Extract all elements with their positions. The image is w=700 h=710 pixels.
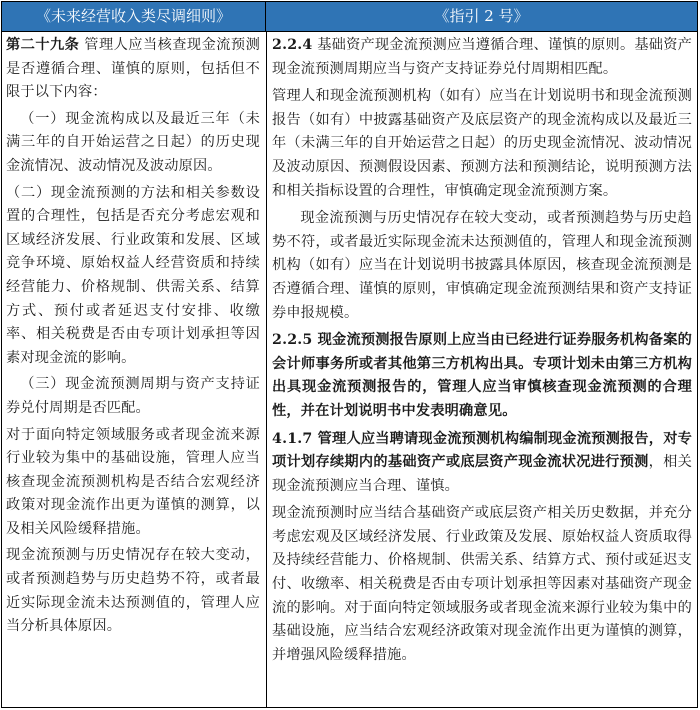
right-para-3: 现金流预测与历史情况存在较大变动，或者预测趋势与历史趋势不符，或者最近实际现金流未达预测值的，管理人和现金流预测机构（如有）应当在计划说明书披露具体原因，核查现金流预测是否遵循合理、谨慎的原则，审慎确定现金流预测结果和资产支持证券申报规模。: [272, 210, 692, 321]
left-item-1: （一）现金流构成以及最近三年（未满三年的自开始运营之日起）的历史现金流情况、波动情况及波动原因。: [6, 110, 260, 174]
clause-number: 2.2.4: [272, 37, 313, 53]
left-article-29: [6, 34, 260, 105]
column-divider: [266, 31, 267, 707]
right-para-2: 管理人和现金流预测机构（如有）应当在计划说明书和现金流预测报告（如有）中披露基础资产及底层资产的现金流构成以及最近三年（未满三年的自开始运营之日起）的历史现金流情况、波动情况及波动原因、预测假设因素、预测方法和预测结论，说明预测方法和相关指标设置的合理性，审慎确定现金流预测方案。: [272, 88, 692, 199]
left-item-3: （三）现金流预测周期与资产支持证券兑付周期是否匹配。: [6, 376, 260, 416]
article-number: 第二十九条: [6, 37, 80, 53]
clause-text: 基础资产现金流预测应当遵循合理、谨慎的原则。基础资产现金流预测周期应当与资产支持证券兑付周期相匹配。: [272, 37, 692, 77]
header-right: 《指引 2 号》: [266, 2, 697, 31]
header-left: 《未来经营收入类尽调细则》: [2, 2, 266, 31]
clause-bold-text: 4.1.7 管理人应当聘请现金流预测机构编制现金流预测报告，对专项计划存续期内的基础资产或底层资产现金流状况进行预测: [272, 430, 692, 471]
left-para-5: 现金流预测与历史情况存在较大变动，或者预测趋势与历史趋势不符，或者最近实际现金流未达预测值的，管理人应当分析具体原因。: [6, 547, 260, 635]
right-2-2-5: [272, 329, 692, 423]
left-item-2: （二）现金流预测的方法和相关参数设置的合理性，包括是否充分考虑宏观和区域经济发展、行业政策和发展、区域竞争环境、原始权益人经营资质和持续经营能力、价格规制、供需关系、结算方式、预付或者延迟支付安排、收缴率、相关税费是否由专项计划承担等因素对现金流的影响。: [6, 184, 260, 366]
header-divider: [2, 31, 697, 32]
right-para-6: 现金流预测时应当结合基础资产或底层资产相关历史数据，并充分考虑宏观及区域经济发展、行业政策及发展、原始权益人资质取得及持续经营能力、价格规制、供需关系、结算方式、预付或延迟支付、收缴率、相关税费是否由专项计划承担等因素对基础资产现金流的影响。对于面向特定领域服务或者现金流来源行业较为集中的基础设施，应当结合宏观经济政策对现金流作出更为谨慎的测算，并增强风险缓释措施。: [272, 505, 692, 663]
left-para-4: 对于面向特定领域服务或者现金流来源行业较为集中的基础设施，管理人应当核查现金流预测机构是否结合宏观经济政策对现金流作出更为谨慎的测算，以及相关风险缓释措施。: [6, 426, 260, 537]
article-text: 管理人应当核查现金流预测是否遵循合理、谨慎的原则，包括但不限于以下内容：: [6, 37, 260, 101]
right-2-2-4: [272, 34, 692, 81]
right-column: [272, 34, 692, 671]
right-4-1-7: [272, 428, 692, 499]
clause-bold-text: 2.2.5 现金流预测报告原则上应当由已经进行证券服务机构备案的会计师事务所或者其他第三方机构出具。专项计划未由第三方机构出具现金流预测报告的，管理人应当审慎核查现金流预测的合理性，并在计划说明书中发表明确意见。: [272, 332, 692, 419]
left-column: [6, 34, 260, 642]
clause-tail: ，相关现金流预测应当合理、谨慎。: [272, 454, 692, 494]
comparison-table: [1, 1, 698, 708]
